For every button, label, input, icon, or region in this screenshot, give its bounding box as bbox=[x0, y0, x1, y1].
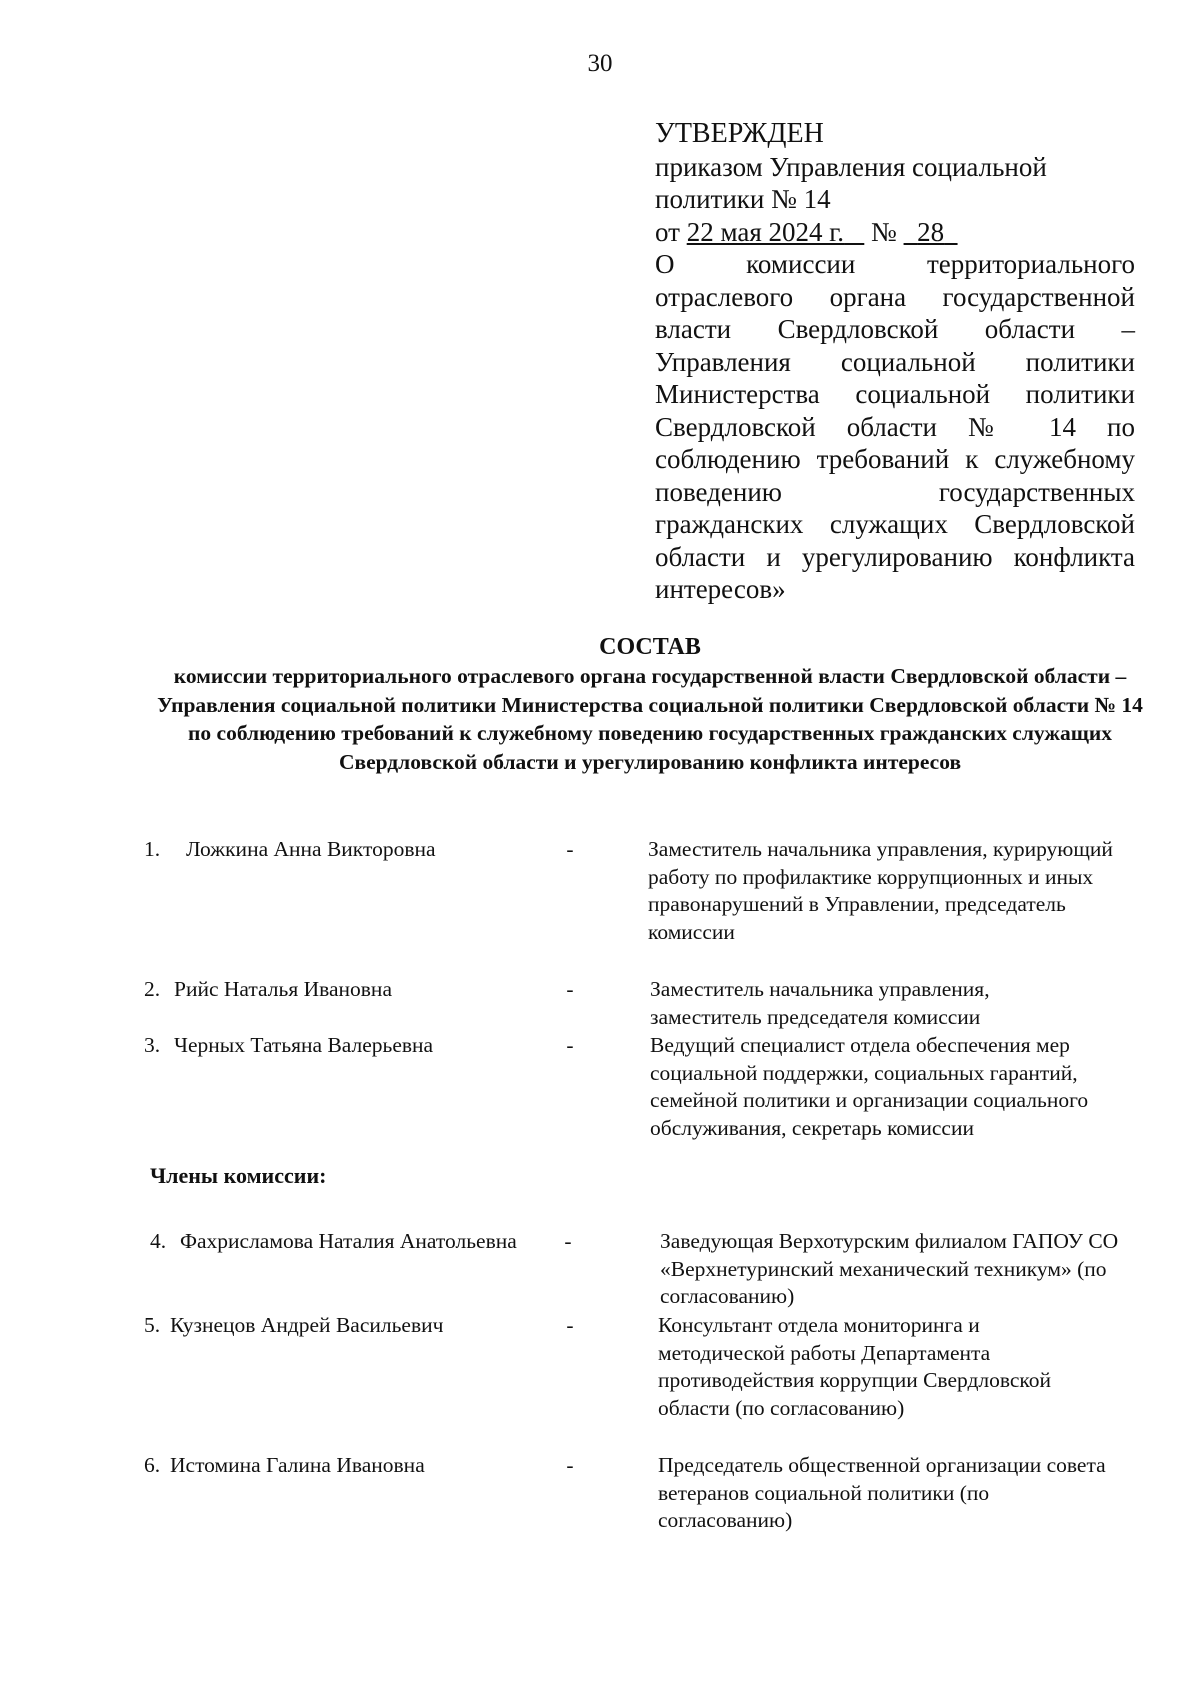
member-dash: - bbox=[566, 1033, 574, 1057]
member-dash: - bbox=[566, 837, 574, 861]
member-role: Председатель общественной организации совета ветеранов социальной политики (по согласованию) bbox=[658, 1453, 1106, 1532]
member-dash: - bbox=[566, 977, 574, 1001]
member-role: Заместитель начальника управления, заместитель председателя комиссии bbox=[650, 977, 990, 1029]
approval-line-1: приказом Управления социальной bbox=[655, 151, 1047, 182]
approval-subject: О комиссии территориального отраслевого органа государственной власти Свердловской области – Управления социальной политики Министерства социальной политики Свердловской области № 14 по соблюдению требований к служебному поведению государственных гражданских служащих Свердловской области и урегулированию конфликта интересов» bbox=[655, 249, 1135, 604]
member-name: Кузнецов Андрей Васильевич bbox=[170, 1313, 444, 1337]
document-title bbox=[150, 632, 1150, 776]
member-role: Заведующая Верхотурским филиалом ГАПОУ СО «Верхнетуринский механический техникум» (по согласованию) bbox=[660, 1229, 1119, 1308]
member-name: Рийс Наталья Ивановна bbox=[174, 977, 392, 1001]
approval-number: 28 bbox=[917, 216, 945, 247]
approval-line-2: политики № 14 bbox=[655, 184, 831, 214]
member-number: 5. bbox=[144, 1313, 161, 1337]
page-number: 30 bbox=[587, 50, 613, 77]
title-heading: СОСТАВ bbox=[599, 634, 701, 660]
member-name: Истомина Галина Ивановна bbox=[170, 1453, 425, 1477]
member-name: Фахрисламова Наталия Анатольевна bbox=[180, 1229, 517, 1253]
member-number: 6. bbox=[144, 1453, 161, 1477]
approval-date-line bbox=[655, 216, 1135, 249]
member-role: Консультант отдела мониторинга и методической работы Департамента противодействия коррупции Свердловской области (по согласованию) bbox=[658, 1313, 1052, 1420]
approval-date: 22 мая 2024 г. bbox=[686, 216, 845, 247]
number-sign: № bbox=[871, 216, 897, 247]
date-prefix: от bbox=[655, 216, 680, 247]
member-dash: - bbox=[564, 1229, 572, 1253]
member-dash: - bbox=[566, 1313, 574, 1337]
member-dash: - bbox=[566, 1453, 574, 1477]
member-number: 2. bbox=[144, 977, 161, 1001]
title-subtitle: комиссии территориального отраслевого органа государственной власти Свердловской области – Управления социальной политики Министерства социальной политики Свердловской области № 14 по соблюдению требований к служебному поведению государственных гражданских служащих Свердловской области и урегулированию конфликта интересов bbox=[157, 664, 1143, 774]
members-heading: Члены комиссии: bbox=[150, 1163, 327, 1188]
member-name: Черных Татьяна Валерьевна bbox=[174, 1033, 434, 1057]
member-name: Ложкина Анна Викторовна bbox=[186, 837, 436, 861]
approval-stamp bbox=[655, 118, 1135, 606]
member-number: 3. bbox=[144, 1033, 161, 1057]
member-role: Ведущий специалист отдела обеспечения мер социальной поддержки, социальных гарантий, семейной политики и организации социального обслуживания, секретарь комиссии bbox=[650, 1033, 1089, 1140]
member-number: 1. bbox=[144, 837, 161, 861]
member-role: Заместитель начальника управления, курирующий работу по профилактике коррупционных и иных правонарушений в Управлении, председатель комиссии bbox=[648, 837, 1113, 944]
approval-heading: УТВЕРЖДЕН bbox=[655, 118, 824, 149]
member-number: 4. bbox=[150, 1229, 167, 1253]
